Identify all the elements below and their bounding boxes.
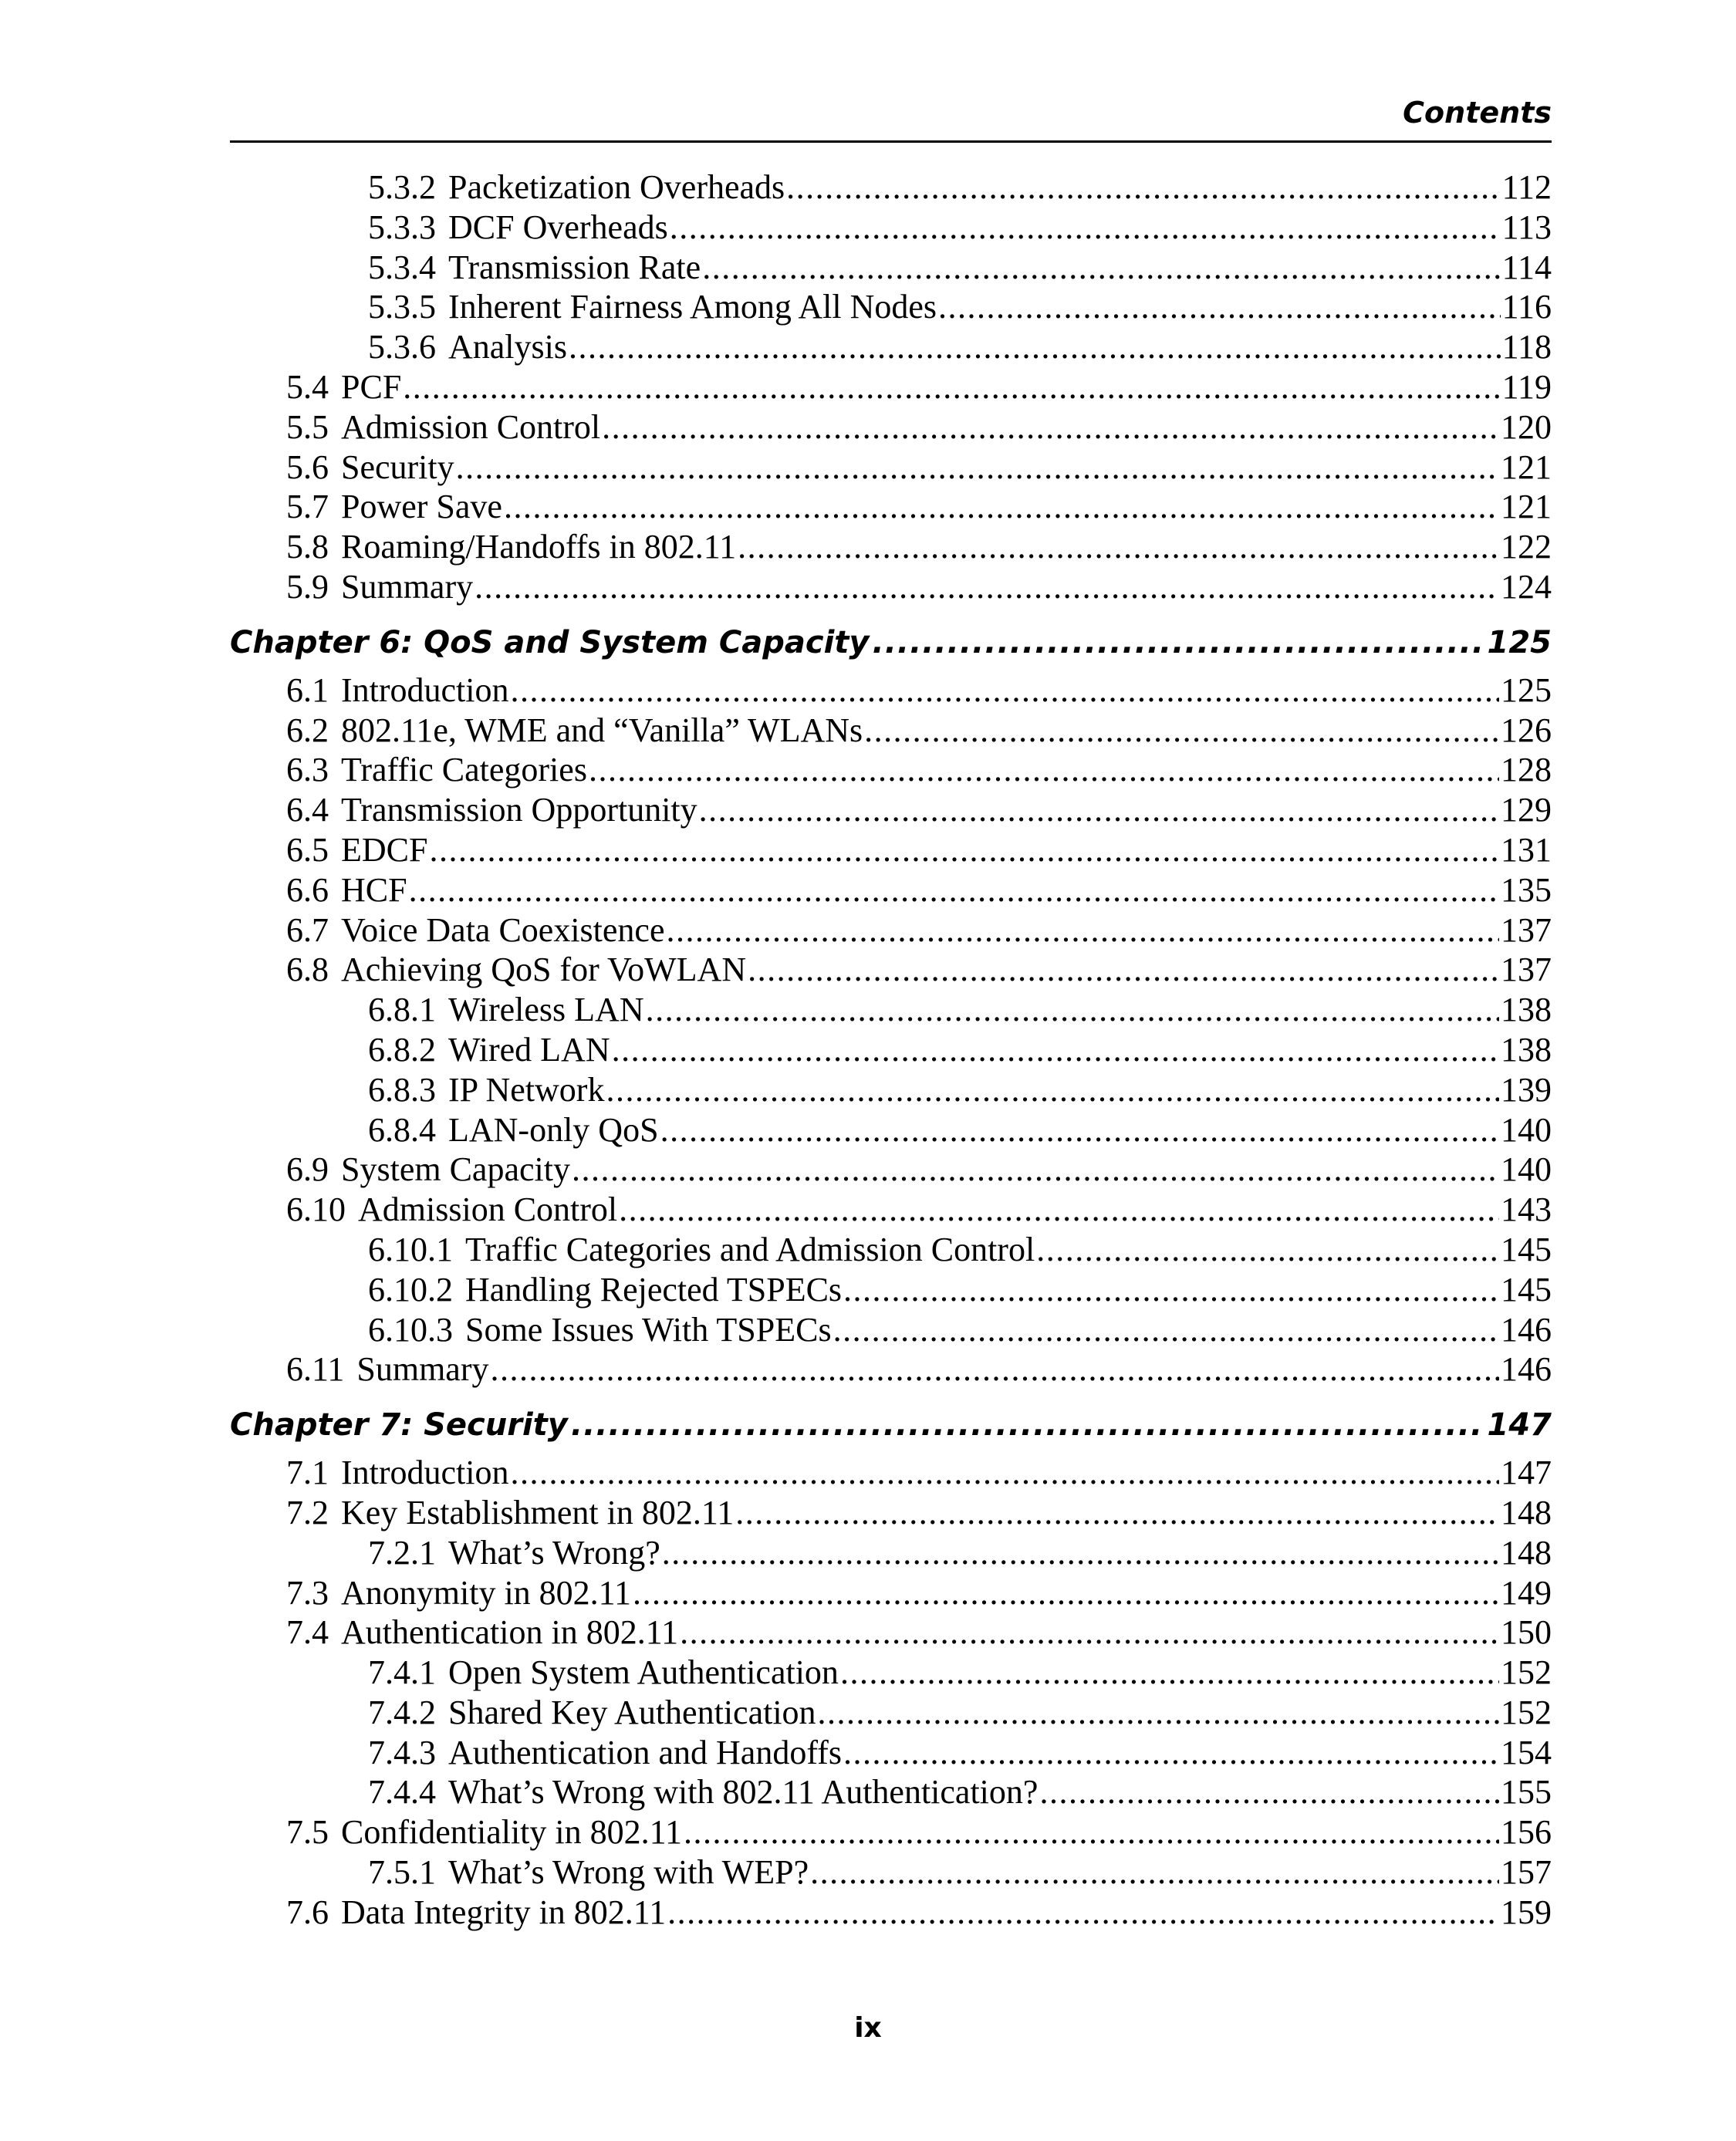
section-page-number: 137 xyxy=(1501,951,1552,989)
section-title: Admission Control xyxy=(358,1190,618,1229)
section-number: 6.4 xyxy=(286,791,329,829)
section-page-number: 113 xyxy=(1501,208,1552,246)
section-number: 6.8.3 xyxy=(368,1070,436,1109)
toc-entry xyxy=(230,670,1552,711)
section-page-number: 157 xyxy=(1501,1853,1552,1892)
section-page-number: 122 xyxy=(1501,528,1552,566)
section-page-number: 154 xyxy=(1501,1733,1552,1771)
section-page-number: 140 xyxy=(1501,1150,1552,1189)
section-page-number: 112 xyxy=(1501,168,1552,206)
section-number: 7.4.1 xyxy=(368,1653,436,1692)
section-page-number: 146 xyxy=(1501,1310,1552,1349)
section-title: Traffic Categories xyxy=(341,751,587,789)
section-number: 6.10.3 xyxy=(368,1310,453,1349)
section-page-number: 148 xyxy=(1501,1533,1552,1572)
section-title: Admission Control xyxy=(341,407,601,446)
dot-leader xyxy=(504,487,1499,527)
chapter-page-number: 125 xyxy=(1487,624,1552,660)
dot-leader xyxy=(680,1613,1499,1653)
toc-entry xyxy=(230,1190,1552,1230)
toc-entry xyxy=(230,567,1552,607)
section-page-number: 159 xyxy=(1501,1893,1552,1931)
dot-leader xyxy=(786,167,1500,208)
dot-leader xyxy=(403,367,1500,407)
section-number: 7.4.2 xyxy=(368,1693,436,1731)
dot-leader xyxy=(702,248,1500,288)
section-page-number: 152 xyxy=(1501,1693,1552,1731)
section-title: Analysis xyxy=(448,328,567,366)
section-title: Power Save xyxy=(341,488,502,526)
toc-chapter-heading xyxy=(230,618,1552,667)
toc-entry xyxy=(230,1653,1552,1693)
toc-entry xyxy=(230,1693,1552,1733)
section-number: 7.6 xyxy=(286,1893,329,1931)
section-page-number: 150 xyxy=(1501,1613,1552,1652)
section-number: 7.2.1 xyxy=(368,1533,436,1572)
dot-leader xyxy=(843,1733,1499,1773)
section-page-number: 124 xyxy=(1501,567,1552,606)
toc-entry xyxy=(230,1573,1552,1613)
section-page-number: 121 xyxy=(1501,488,1552,526)
toc-entry xyxy=(230,750,1552,790)
toc-entry xyxy=(230,790,1552,830)
toc-entry xyxy=(230,167,1552,208)
section-page-number: 140 xyxy=(1501,1110,1552,1149)
section-number: 6.2 xyxy=(286,711,329,749)
section-page-number: 147 xyxy=(1501,1454,1552,1492)
dot-leader xyxy=(490,1349,1499,1390)
toc-entry xyxy=(230,910,1552,951)
section-title: Security xyxy=(341,447,454,486)
section-title: Traffic Categories and Admission Control xyxy=(465,1230,1035,1268)
section-page-number: 118 xyxy=(1501,328,1552,366)
chapter-title: Chapter 7: Security xyxy=(230,1407,568,1444)
section-title: Introduction xyxy=(341,1454,509,1492)
section-title: LAN-only QoS xyxy=(448,1110,659,1149)
section-number: 5.3.6 xyxy=(368,328,436,366)
section-title: System Capacity xyxy=(341,1150,570,1189)
section-number: 7.3 xyxy=(286,1573,329,1612)
section-title: Some Issues With TSPECs xyxy=(465,1310,832,1349)
toc-entry xyxy=(230,1453,1552,1493)
dot-leader xyxy=(833,1310,1499,1350)
dot-leader xyxy=(748,950,1499,990)
toc-entry xyxy=(230,1852,1552,1893)
table-of-contents xyxy=(230,167,1552,1933)
toc-entry xyxy=(230,1230,1552,1270)
section-page-number: 126 xyxy=(1501,711,1552,749)
section-title: Data Integrity in 802.11 xyxy=(341,1893,667,1931)
toc-entry xyxy=(230,287,1552,327)
dot-leader xyxy=(511,1453,1499,1493)
section-number: 6.6 xyxy=(286,870,329,909)
dot-leader xyxy=(667,1893,1499,1933)
dot-leader xyxy=(818,1693,1499,1733)
dot-leader xyxy=(873,618,1484,667)
dot-leader xyxy=(633,1573,1499,1613)
section-title: Introduction xyxy=(341,670,509,709)
section-title: EDCF xyxy=(341,830,428,869)
section-page-number: 129 xyxy=(1501,791,1552,829)
section-number: 6.5 xyxy=(286,830,329,869)
dot-leader xyxy=(569,327,1501,367)
section-page-number: 121 xyxy=(1501,447,1552,486)
header-title: Contents xyxy=(1403,96,1552,130)
section-page-number: 139 xyxy=(1501,1070,1552,1109)
toc-entry xyxy=(230,487,1552,527)
dot-leader xyxy=(612,1030,1499,1070)
section-number: 7.2 xyxy=(286,1493,329,1531)
toc-entry xyxy=(230,830,1552,870)
running-header xyxy=(230,86,1552,143)
toc-entry xyxy=(230,1270,1552,1310)
toc-entry xyxy=(230,248,1552,288)
section-title: Wired LAN xyxy=(448,1030,610,1069)
dot-leader xyxy=(1039,1772,1499,1812)
section-page-number: 128 xyxy=(1501,751,1552,789)
dot-leader xyxy=(662,1533,1499,1573)
section-number: 5.3.2 xyxy=(368,168,436,206)
section-title: Open System Authentication xyxy=(448,1653,839,1692)
dot-leader xyxy=(409,870,1499,910)
section-number: 5.5 xyxy=(286,407,329,446)
section-page-number: 152 xyxy=(1501,1653,1552,1692)
dot-leader xyxy=(864,711,1499,751)
section-page-number: 149 xyxy=(1501,1573,1552,1612)
section-number: 7.4.4 xyxy=(368,1773,436,1812)
toc-entry xyxy=(230,327,1552,367)
toc-entry xyxy=(230,1030,1552,1070)
section-title: Authentication and Handoffs xyxy=(448,1733,842,1771)
section-title: IP Network xyxy=(448,1070,605,1109)
section-number: 6.8.4 xyxy=(368,1110,436,1149)
toc-entry xyxy=(230,1349,1552,1390)
dot-leader xyxy=(738,527,1499,567)
toc-entry xyxy=(230,1110,1552,1150)
toc-entry xyxy=(230,711,1552,751)
toc-entry xyxy=(230,1533,1552,1573)
dot-leader xyxy=(602,407,1499,447)
section-title: Authentication in 802.11 xyxy=(341,1613,679,1652)
section-number: 6.11 xyxy=(286,1350,345,1389)
section-number: 6.9 xyxy=(286,1150,329,1189)
section-number: 7.4 xyxy=(286,1613,329,1652)
dot-leader xyxy=(571,1400,1484,1450)
section-number: 6.8 xyxy=(286,951,329,989)
dot-leader xyxy=(606,1070,1499,1110)
section-page-number: 156 xyxy=(1501,1813,1552,1852)
section-number: 7.1 xyxy=(286,1454,329,1492)
section-page-number: 120 xyxy=(1501,407,1552,446)
section-page-number: 131 xyxy=(1501,830,1552,869)
section-title: Key Establishment in 802.11 xyxy=(341,1493,735,1531)
toc-entry xyxy=(230,870,1552,910)
toc-entry xyxy=(230,1733,1552,1773)
toc-entry xyxy=(230,407,1552,447)
dot-leader xyxy=(735,1493,1499,1533)
toc-entry xyxy=(230,367,1552,407)
section-page-number: 138 xyxy=(1501,1030,1552,1069)
section-page-number: 145 xyxy=(1501,1230,1552,1268)
section-page-number: 148 xyxy=(1501,1493,1552,1531)
section-number: 6.8.2 xyxy=(368,1030,436,1069)
section-number: 5.4 xyxy=(286,367,329,406)
section-number: 6.10.1 xyxy=(368,1230,453,1268)
section-page-number: 125 xyxy=(1501,670,1552,709)
section-number: 6.10 xyxy=(286,1190,346,1229)
section-title: Packetization Overheads xyxy=(448,168,785,206)
toc-entry xyxy=(230,208,1552,248)
toc-entry xyxy=(230,527,1552,567)
section-number: 5.3.4 xyxy=(368,248,436,286)
section-number: 6.3 xyxy=(286,751,329,789)
dot-leader xyxy=(429,830,1499,870)
dot-leader xyxy=(670,208,1501,248)
dot-leader xyxy=(843,1270,1499,1310)
dot-leader xyxy=(660,1110,1499,1150)
dot-leader xyxy=(938,287,1501,327)
dot-leader xyxy=(1036,1230,1499,1270)
section-page-number: 116 xyxy=(1501,288,1552,326)
section-number: 5.9 xyxy=(286,567,329,606)
dot-leader xyxy=(572,1150,1499,1190)
section-page-number: 114 xyxy=(1501,248,1552,286)
dot-leader xyxy=(646,990,1499,1030)
section-title: Anonymity in 802.11 xyxy=(341,1573,632,1612)
section-title: Handling Rejected TSPECs xyxy=(465,1270,843,1309)
section-title: Wireless LAN xyxy=(448,991,644,1029)
section-page-number: 135 xyxy=(1501,870,1552,909)
section-number: 6.7 xyxy=(286,910,329,949)
section-number: 6.8.1 xyxy=(368,991,436,1029)
dot-leader xyxy=(475,567,1499,607)
section-title: Voice Data Coexistence xyxy=(341,910,665,949)
page-number: ix xyxy=(854,2012,882,2044)
section-number: 7.4.3 xyxy=(368,1733,436,1771)
toc-entry xyxy=(230,950,1552,990)
section-title: Inherent Fairness Among All Nodes xyxy=(448,288,937,326)
section-title: What’s Wrong? xyxy=(448,1533,660,1572)
toc-entry xyxy=(230,1613,1552,1653)
section-title: HCF xyxy=(341,870,407,909)
section-title: Summary xyxy=(356,1350,489,1389)
toc-entry xyxy=(230,990,1552,1030)
section-number: 5.8 xyxy=(286,528,329,566)
toc-entry xyxy=(230,1772,1552,1812)
dot-leader xyxy=(456,447,1499,488)
section-number: 6.10.2 xyxy=(368,1270,453,1309)
section-title: Achieving QoS for VoWLAN xyxy=(341,951,747,989)
toc-entry xyxy=(230,1893,1552,1933)
section-title: Transmission Rate xyxy=(448,248,701,286)
toc-chapter-heading xyxy=(230,1400,1552,1450)
toc-entry xyxy=(230,1070,1552,1110)
section-page-number: 138 xyxy=(1501,991,1552,1029)
toc-entry xyxy=(230,1310,1552,1350)
chapter-title: Chapter 6: QoS and System Capacity xyxy=(230,624,870,660)
section-page-number: 143 xyxy=(1501,1190,1552,1229)
toc-entry xyxy=(230,1150,1552,1190)
section-page-number: 145 xyxy=(1501,1270,1552,1309)
section-number: 5.6 xyxy=(286,447,329,486)
section-number: 5.3.3 xyxy=(368,208,436,246)
section-number: 6.1 xyxy=(286,670,329,709)
section-page-number: 146 xyxy=(1501,1350,1552,1389)
section-page-number: 119 xyxy=(1501,367,1552,406)
dot-leader xyxy=(511,670,1499,711)
section-title: Summary xyxy=(341,567,474,606)
chapter-page-number: 147 xyxy=(1487,1407,1552,1444)
section-title: 802.11e, WME and “Vanilla” WLANs xyxy=(341,711,863,749)
dot-leader xyxy=(619,1190,1499,1230)
toc-entry xyxy=(230,447,1552,488)
toc-entry xyxy=(230,1493,1552,1533)
toc-entry xyxy=(230,1812,1552,1852)
dot-leader xyxy=(840,1653,1499,1693)
dot-leader xyxy=(684,1812,1499,1852)
section-number: 5.3.5 xyxy=(368,288,436,326)
section-number: 5.7 xyxy=(286,488,329,526)
dot-leader xyxy=(589,750,1499,790)
dot-leader xyxy=(810,1852,1499,1893)
dot-leader xyxy=(699,790,1499,830)
section-title: What’s Wrong with 802.11 Authentication? xyxy=(448,1773,1039,1812)
section-title: Shared Key Authentication xyxy=(448,1693,816,1731)
section-title: Roaming/Handoffs in 802.11 xyxy=(341,528,737,566)
section-title: Confidentiality in 802.11 xyxy=(341,1813,682,1852)
section-title: DCF Overheads xyxy=(448,208,668,246)
section-page-number: 155 xyxy=(1501,1773,1552,1812)
section-title: What’s Wrong with WEP? xyxy=(448,1853,809,1892)
section-number: 7.5.1 xyxy=(368,1853,436,1892)
section-number: 7.5 xyxy=(286,1813,329,1852)
section-title: Transmission Opportunity xyxy=(341,791,697,829)
dot-leader xyxy=(666,910,1499,951)
section-page-number: 137 xyxy=(1501,910,1552,949)
section-title: PCF xyxy=(341,367,402,406)
